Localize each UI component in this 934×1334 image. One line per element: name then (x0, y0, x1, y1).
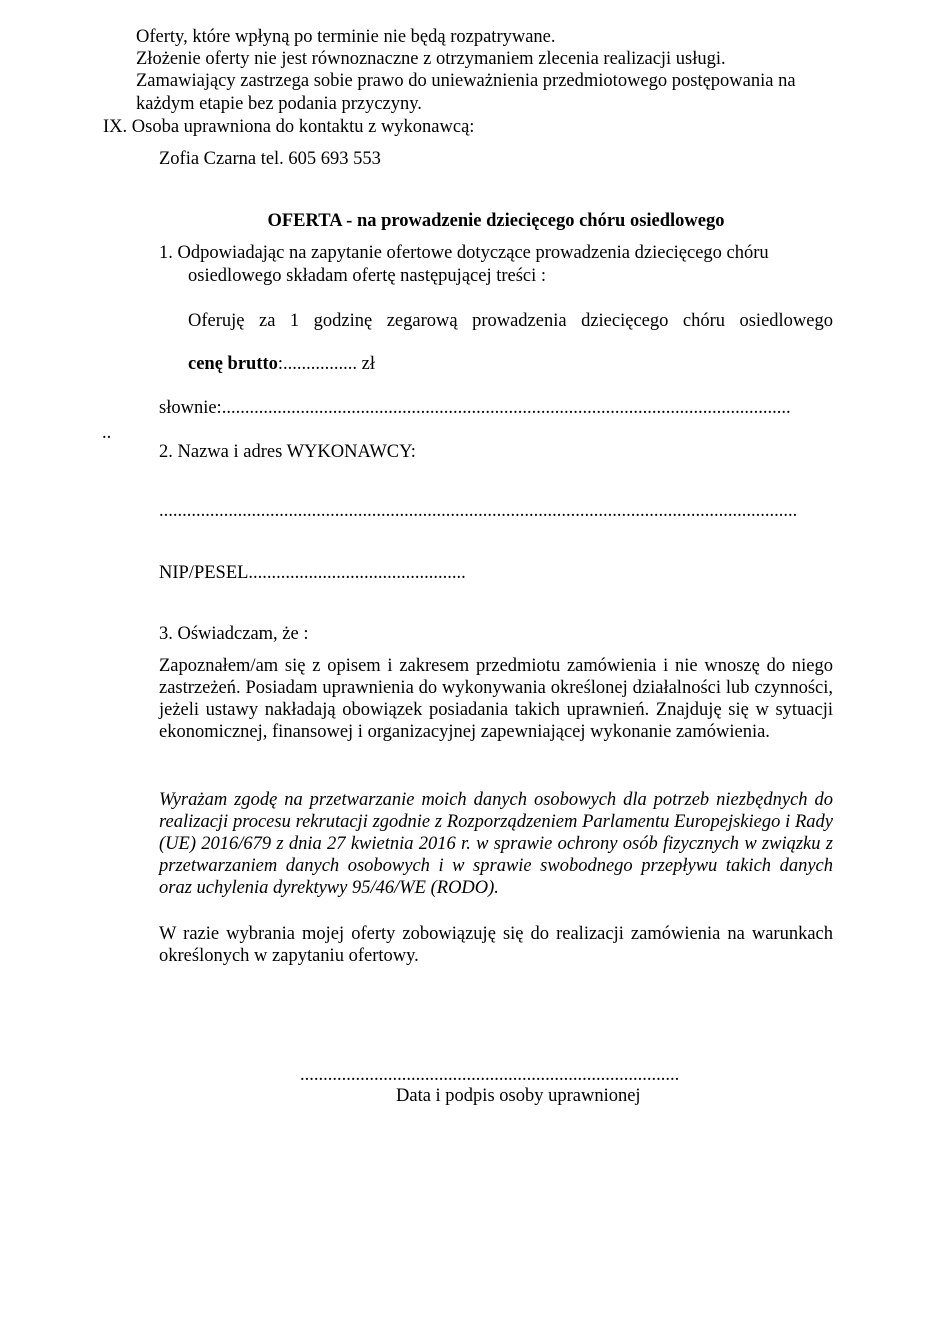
stray-dots: .. (102, 423, 112, 443)
offer-hourly-rate: Oferuję za 1 godzinę zegarową prowadzenia dziecięcego chóru osiedlowego (188, 311, 833, 331)
offer-title: OFERTA - na prowadzenie dziecięcego chóru osiedlowego (267, 211, 725, 231)
price-label: cenę brutto (188, 354, 278, 374)
signature-line: .................................................................................. (300, 1065, 680, 1085)
section-ix-heading: IX. Osoba uprawniona do kontaktu z wykonawcą: (103, 117, 475, 137)
item-2-label: 2. Nazwa i adres WYKONAWCY: (159, 442, 416, 462)
intro-line-3: Zamawiający zastrzega sobie prawo do unieważnienia przedmiotowego postępowania na (136, 71, 796, 91)
price-field (188, 353, 375, 375)
contact-person: Zofia Czarna tel. 605 693 553 (159, 149, 381, 169)
contractor-address-field: .......................................................................................................................................... (159, 501, 798, 521)
item-3-label: 3. Oświadczam, że : (159, 624, 309, 644)
intro-line-4: każdym etapie bez podania przyczyny. (136, 94, 422, 114)
price-in-words-field: słownie:........................................................................................................................... (159, 398, 791, 418)
declaration-paragraph: Zapoznałem/am się z opisem i zakresem przedmiotu zamówienia i nie wnoszę do niego zastrzeżeń. Posiadam uprawnienia do wykonywania określonej działalności lub czynności, jeżeli ustawy nakładają obowiązek posiadania takich uprawnień. Znajduję się w sytuacji ekonomicznej, finansowej i organizacyjnej zapewniającej wykonanie zamówienia. (159, 656, 833, 742)
item-1-line-1: 1. Odpowiadając na zapytanie ofertowe dotyczące prowadzenia dziecięcego chóru (159, 243, 769, 263)
item-1-line-2: osiedlowego składam ofertę następującej treści : (188, 266, 547, 286)
signature-caption: Data i podpis osoby uprawnionej (396, 1086, 641, 1106)
consent-paragraph: Wyrażam zgodę na przetwarzanie moich danych osobowych dla potrzeb niezbędnych do realizacji procesu rekrutacji zgodnie z Rozporządzeniem Parlamentu Europejskiego i Rady (UE) 2016/679 z dnia 27 kwietnia 2016 r. w sprawie ochrony osób fizycznych w związku z przetwarzaniem danych osobowych i w sprawie swobodnego przepływu takich danych oraz uchylenia dyrektywy 95/46/WE (RODO). (159, 790, 833, 898)
intro-line-1: Oferty, które wpłyną po terminie nie będą rozpatrywane. (136, 27, 556, 47)
intro-line-2: Złożenie oferty nie jest równoznaczne z otrzymaniem zlecenia realizacji usługi. (136, 49, 726, 69)
price-blank: :................ zł (277, 354, 376, 374)
commitment-paragraph: W razie wybrania mojej oferty zobowiązuję się do realizacji zamówienia na warunkach określonych w zapytaniu ofertowy. (159, 924, 833, 966)
nip-pesel-field: NIP/PESEL............................................... (159, 563, 466, 583)
